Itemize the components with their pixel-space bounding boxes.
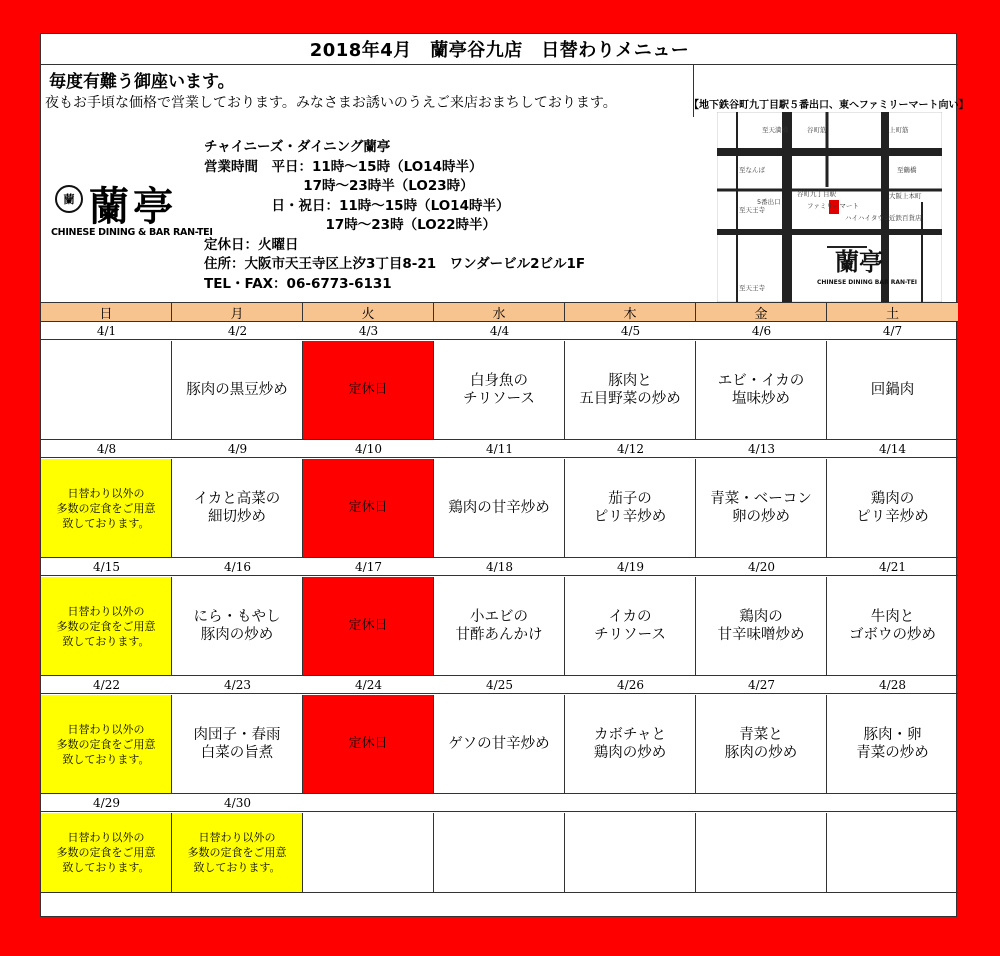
date-row: [41, 322, 958, 340]
page-title: 2018年4月 蘭亭谷九店 日替わりメニュー: [41, 34, 958, 65]
date-row: [41, 794, 958, 812]
map-brand: 蘭亭: [835, 247, 883, 276]
menu-row: [41, 341, 958, 440]
logo-kanji: 蘭亭: [89, 183, 177, 230]
date-label: 4/20: [748, 560, 775, 574]
shop-info-line: 日・祝日：11時～15時（LO14時半）: [204, 197, 510, 214]
shop-info-line: 17時～23時（LO22時半）: [204, 217, 496, 233]
date-label: 4/30: [224, 796, 251, 810]
menu-row: [41, 459, 958, 558]
date-label: 4/11: [486, 442, 513, 456]
date-label: 4/28: [879, 678, 906, 692]
set-meal-note-cell: 日替わり以外の 多数の定食をご用意 致しております。: [172, 813, 303, 892]
date-label: [434, 794, 565, 812]
set-meal-note-cell: 日替わり以外の 多数の定食をご用意 致しております。: [41, 459, 172, 557]
map-label: ファミリーマート: [807, 202, 859, 210]
date-label: 4/16: [224, 560, 251, 574]
menu-row: [41, 577, 958, 676]
date-label: 4/29: [93, 796, 120, 810]
daily-menu-cell: [827, 813, 958, 892]
map-label: 5番出口: [757, 198, 781, 206]
set-meal-note-cell: 日替わり以外の 多数の定食をご用意 致しております。: [41, 577, 172, 675]
daily-menu-cell: 鶏肉の ピリ辛炒め: [856, 491, 929, 525]
weekday-label: 土: [885, 307, 899, 322]
map-label: 大阪上本町: [889, 192, 922, 200]
map-label: 至天満橋: [762, 126, 788, 134]
set-meal-note-cell: 日替わり以外の 多数の定食をご用意 致しております。: [41, 813, 172, 892]
shop-info-line: チャイニーズ・ダイニング蘭亭: [204, 139, 391, 155]
menu-row: [41, 813, 958, 893]
date-label: 4/24: [355, 678, 382, 692]
daily-menu-cell: 豚肉と 五目野菜の炒め: [565, 341, 696, 439]
date-label: 4/26: [617, 678, 644, 692]
map-label: 谷町筋: [807, 126, 827, 134]
daily-menu-cell: にら・もやし 豚肉の炒め: [172, 577, 303, 675]
map-heading: 【地下鉄谷町九丁目駅５番出口、東へファミリーマート向い】: [689, 100, 969, 111]
date-label: 4/7: [882, 324, 903, 338]
daily-menu-cell: カボチャと 鶏肉の炒め: [565, 695, 696, 793]
daily-menu-cell: イカの チリソース: [565, 577, 696, 675]
date-label: 4/3: [358, 324, 379, 338]
map-label: ハイハイタウン: [845, 214, 891, 222]
weekday-label: 火: [303, 303, 434, 322]
daily-menu-cell: 青菜・ベーコン 卵の炒め: [696, 459, 827, 557]
date-row: [41, 558, 958, 576]
weekday-label: 水: [434, 303, 565, 322]
daily-menu-cell: 小エビの 甘酢あんかけ: [434, 577, 565, 675]
shop-info-line: 定休日：火曜日: [204, 236, 299, 253]
greeting-text: 毎度有難う御座います。: [49, 72, 235, 92]
weekday-header-row: [41, 302, 958, 322]
closed-day-cell: 定休日: [303, 341, 434, 439]
date-label: 4/10: [355, 442, 382, 456]
restaurant-logo: [51, 179, 213, 249]
daily-menu-cell: 牛肉と ゴボウの炒め: [849, 609, 936, 643]
logo-english: CHINESE DINING & BAR RAN-TEI: [51, 227, 213, 238]
daily-menu-cell: [303, 813, 434, 892]
date-label: 4/4: [489, 324, 510, 338]
date-label: [827, 794, 958, 812]
invitation-text: 夜もお手頃な価格で営業しております。みなさまお誘いのうえご来店おまちしております。: [45, 95, 617, 111]
date-label: 4/2: [227, 324, 248, 338]
date-label: 4/6: [751, 324, 772, 338]
date-label: [303, 794, 434, 812]
shop-info-line: 営業時間 平日：11時～15時（LO14時半）: [204, 158, 483, 175]
date-label: [696, 794, 827, 812]
date-label: 4/23: [224, 678, 251, 692]
date-label: 4/19: [617, 560, 644, 574]
date-label: 4/15: [93, 560, 120, 574]
daily-menu-cell: 豚肉の黒豆炒め: [172, 341, 303, 439]
date-label: 4/17: [355, 560, 382, 574]
map-label: 至なんば: [739, 166, 765, 174]
date-label: 4/13: [748, 442, 775, 456]
shop-info-line: TEL・FAX：06-6773-6131: [204, 275, 392, 292]
daily-menu-cell: イカと高菜の 細切炒め: [172, 459, 303, 557]
shop-info-line: 17時～23時半（LO23時）: [204, 178, 474, 194]
daily-menu-cell: ゲソの甘辛炒め: [434, 695, 565, 793]
weekday-label: 月: [172, 303, 303, 322]
set-meal-note-cell: 日替わり以外の 多数の定食をご用意 致しております。: [41, 695, 172, 793]
daily-menu-cell: エビ・イカの 塩味炒め: [696, 341, 827, 439]
map-label: 至天王寺: [739, 284, 765, 292]
date-label: 4/14: [879, 442, 906, 456]
weekday-label: 日: [41, 303, 172, 322]
date-label: 4/8: [96, 442, 117, 456]
date-label: 4/18: [486, 560, 513, 574]
date-label: 4/21: [879, 560, 906, 574]
map-brand-english: CHINESE DINING BAR RAN-TEI: [817, 279, 918, 286]
daily-menu-cell: 回鍋肉: [870, 382, 915, 398]
daily-menu-cell: [434, 813, 565, 892]
menu-row: [41, 695, 958, 794]
date-row: [41, 440, 958, 458]
daily-menu-cell: [565, 813, 696, 892]
daily-menu-cell: 肉団子・春雨 白菜の旨煮: [172, 695, 303, 793]
date-label: 4/12: [617, 442, 644, 456]
date-label: 4/25: [486, 678, 513, 692]
map-label: 近鉄百貨店: [889, 214, 922, 222]
weekday-label: 木: [565, 303, 696, 322]
map-label: 至鶴橋: [897, 166, 917, 174]
shop-info: [204, 138, 585, 294]
map-label: 上町筋: [889, 126, 909, 134]
access-map: [717, 112, 942, 302]
date-row: [41, 676, 958, 694]
daily-menu-cell: [41, 341, 172, 439]
closed-day-cell: 定休日: [303, 577, 434, 675]
daily-menu-cell: 青菜と 豚肉の炒め: [696, 695, 827, 793]
logo-seal: 蘭: [55, 185, 83, 213]
daily-menu-cell: 豚肉・卵 青菜の炒め: [856, 727, 929, 761]
map-label: 至天王寺: [739, 206, 765, 214]
date-label: 4/27: [748, 678, 775, 692]
daily-menu-cell: [696, 813, 827, 892]
shop-info-line: 住所：大阪市天王寺区上汐3丁目8-21 ワンダービル2ビル1F: [204, 256, 586, 272]
date-label: 4/22: [93, 678, 120, 692]
daily-menu-cell: 茄子の ピリ辛炒め: [565, 459, 696, 557]
menu-sheet: [40, 33, 969, 917]
daily-menu-cell: 鶏肉の甘辛炒め: [434, 459, 565, 557]
map-label: 谷町九丁目駅: [797, 190, 836, 198]
daily-menu-cell: 白身魚の チリソース: [434, 341, 565, 439]
closed-day-cell: 定休日: [303, 459, 434, 557]
date-label: 4/9: [227, 442, 248, 456]
daily-menu-cell: 鶏肉の 甘辛味噌炒め: [696, 577, 827, 675]
closed-day-cell: 定休日: [303, 695, 434, 793]
date-label: [565, 794, 696, 812]
date-label: 4/1: [96, 324, 117, 338]
weekday-label: 金: [696, 303, 827, 322]
date-label: 4/5: [620, 324, 641, 338]
